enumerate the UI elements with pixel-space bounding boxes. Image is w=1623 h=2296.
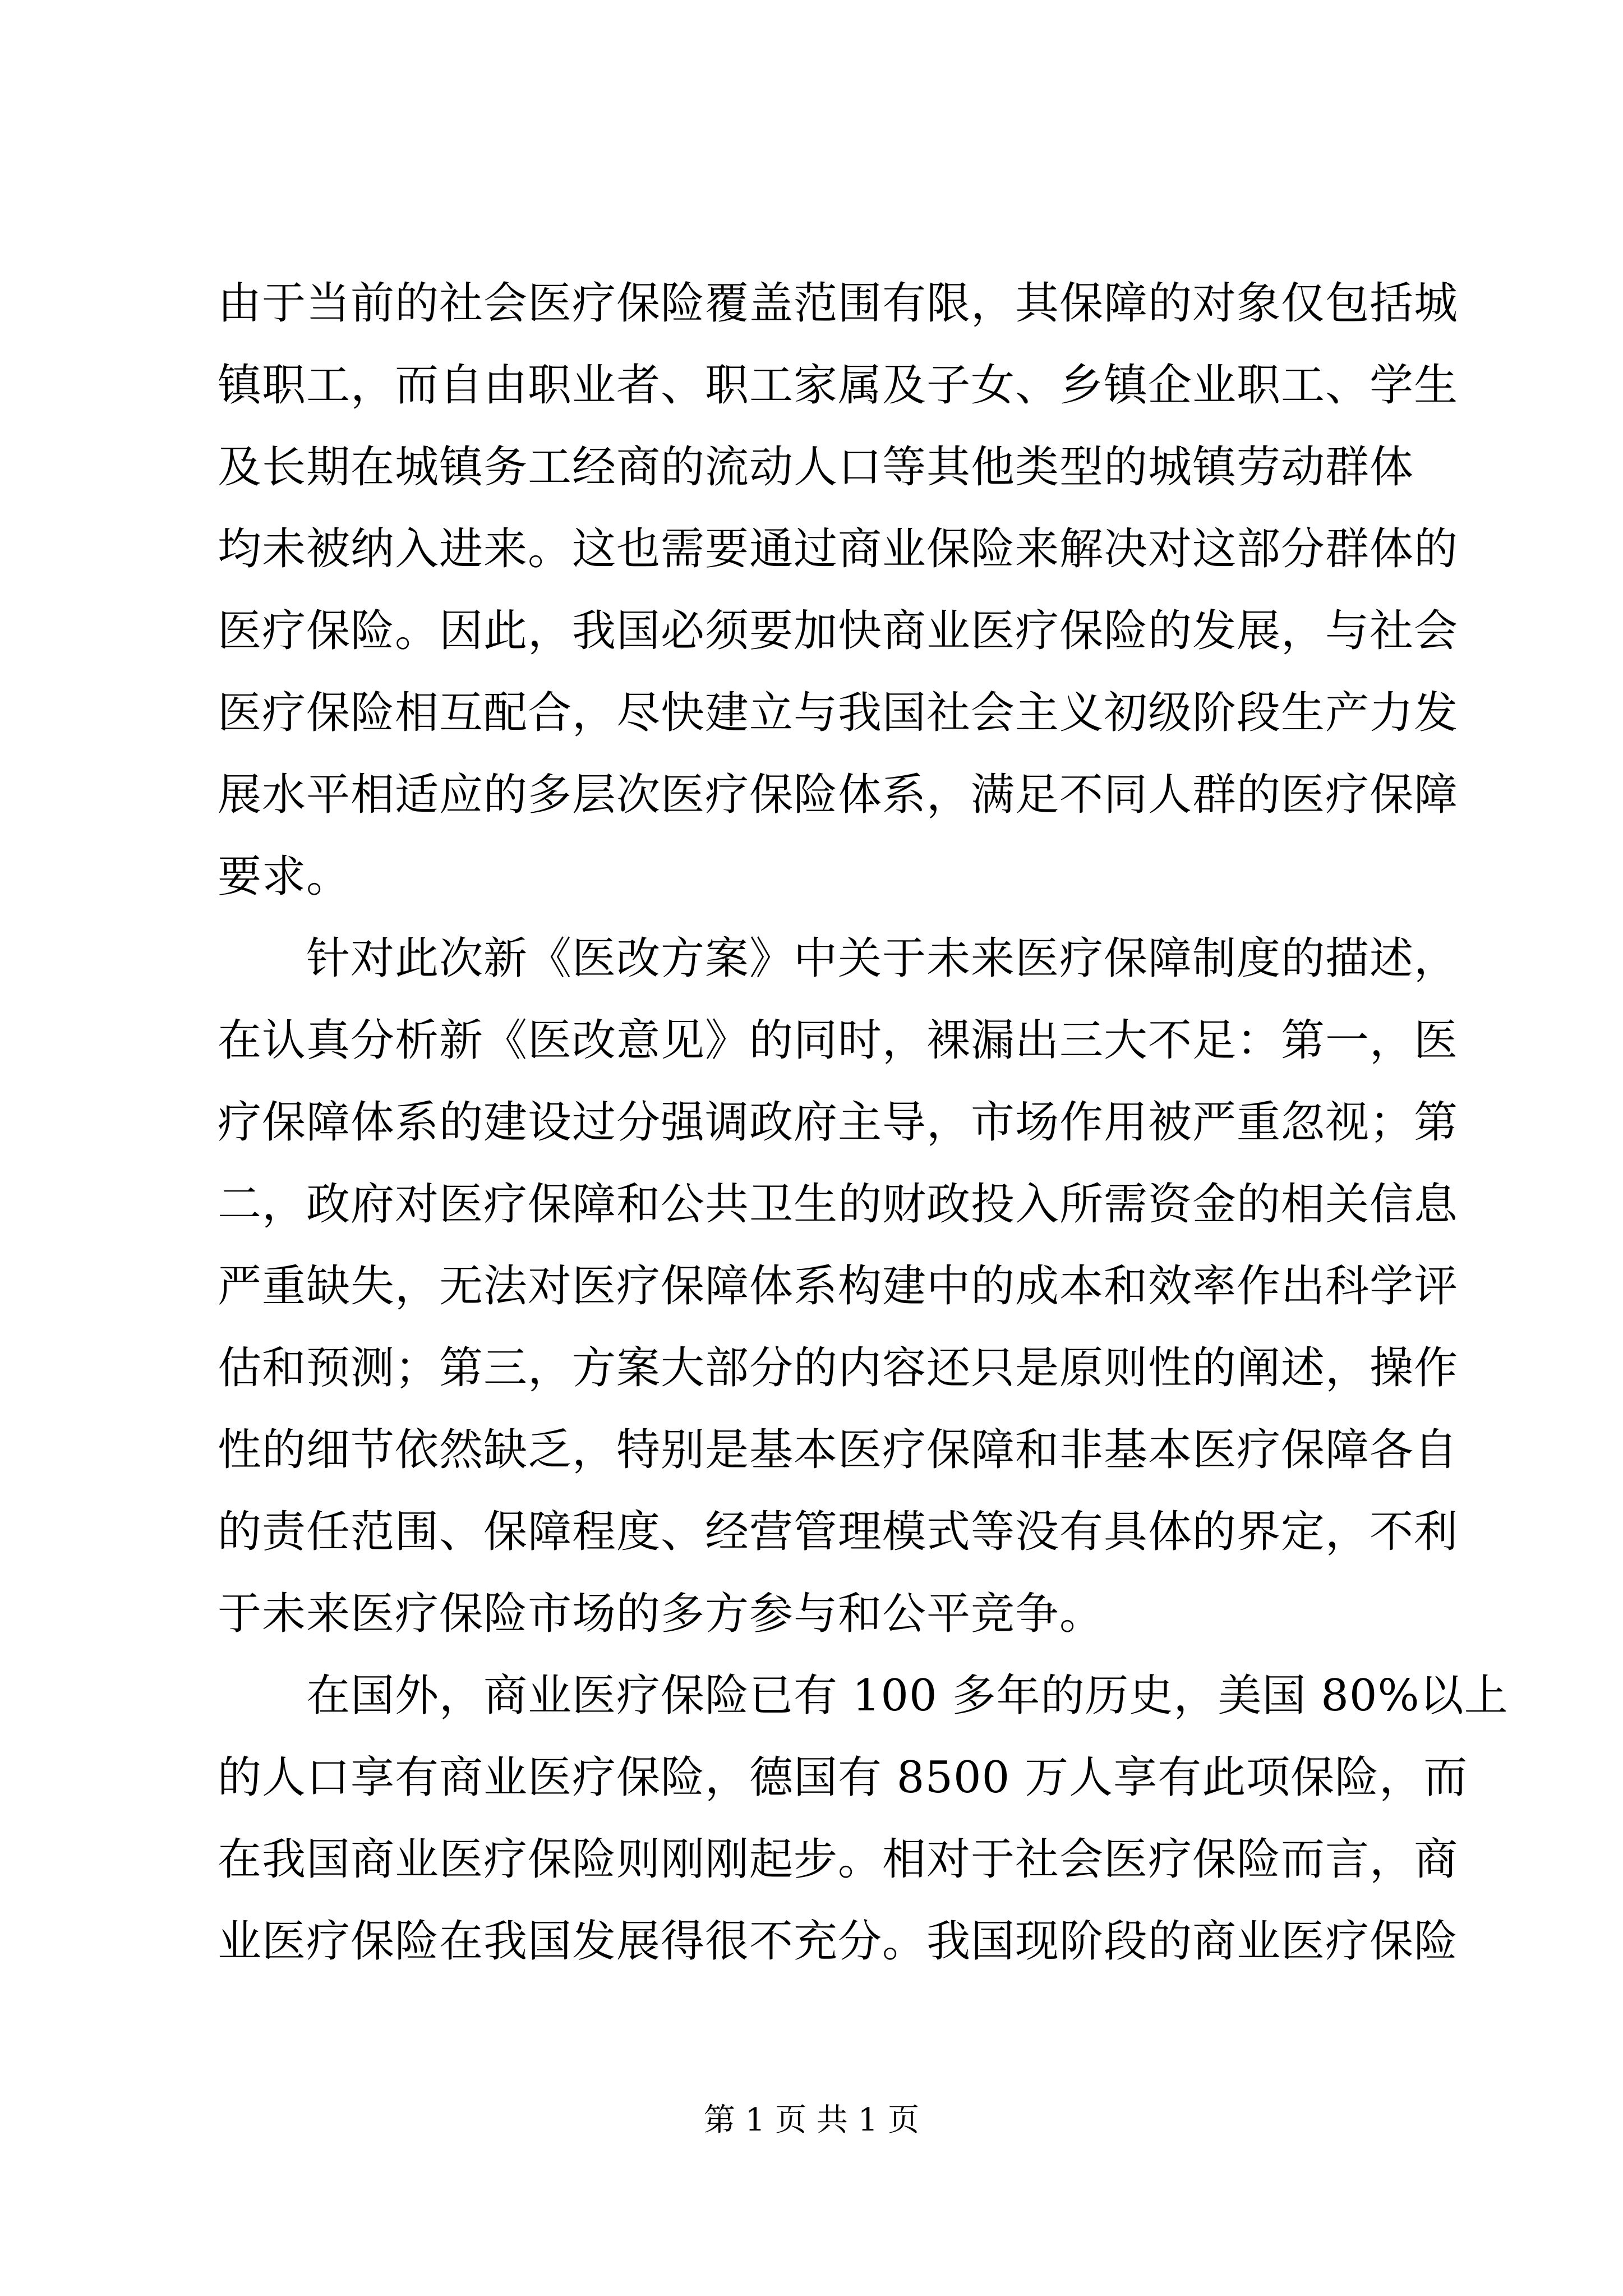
text-line: 的责任范围、保障程度、经营管理模式等没有具体的界定，不利: [218, 1507, 1459, 1557]
text-line: 医疗保险。因此，我国必须要加快商业医疗保险的发展，与社会: [218, 606, 1459, 656]
page-footer: 第 1 页 共 1 页: [703, 2102, 920, 2138]
text-line: 在我国商业医疗保险则刚刚起步。相对于社会医疗保险而言，商: [218, 1834, 1459, 1885]
text-line: 镇职工，而自由职业者、职工家属及子女、乡镇企业职工、学生: [218, 360, 1459, 411]
text-line: 均未被纳入进来。这也需要通过商业保险来解决对这部分群体的: [218, 524, 1459, 574]
text-line: 针对此次新《医改方案》中关于未来医疗保障制度的描述，: [218, 933, 1459, 984]
text-line: 展水平相适应的多层次医疗保险体系，满足不同人群的医疗保障: [218, 770, 1459, 820]
text-line: 业医疗保险在我国发展得很不充分。我国现阶段的商业医疗保险: [218, 1916, 1459, 1967]
text-line: 由于当前的社会医疗保险覆盖范围有限，其保障的对象仅包括城: [218, 278, 1459, 329]
text-line: 估和预测；第三，方案大部分的内容还只是原则性的阐述，操作: [218, 1343, 1459, 1393]
text-line: 严重缺失，无法对医疗保障体系构建中的成本和效率作出科学评: [218, 1261, 1459, 1312]
text-line: 性的细节依然缺乏，特别是基本医疗保障和非基本医疗保障各自: [218, 1425, 1459, 1475]
text-line: 二，政府对医疗保障和公共卫生的财政投入所需资金的相关信息: [218, 1179, 1459, 1230]
text-line: 的人口享有商业医疗保险，德国有 8500 万人享有此项保险，而: [218, 1752, 1468, 1803]
text-line: 要求。: [218, 852, 351, 902]
text-line: 于未来医疗保险市场的多方参与和公平竞争。: [218, 1589, 1104, 1639]
text-line: 在国外，商业医疗保险已有 100 多年的历史，美国 80%以上: [218, 1671, 1509, 1721]
text-line: 医疗保险相互配合，尽快建立与我国社会主义初级阶段生产力发: [218, 688, 1459, 738]
text-line: 疗保障体系的建设过分强调政府主导，市场作用被严重忽视；第: [218, 1097, 1459, 1148]
text-line: 及长期在城镇务工经商的流动人口等其他类型的城镇劳动群体: [218, 442, 1414, 493]
text-line: 在认真分析新《医改意见》的同时，裸漏出三大不足：第一，医: [218, 1015, 1459, 1066]
document-body: [218, 263, 1509, 1982]
